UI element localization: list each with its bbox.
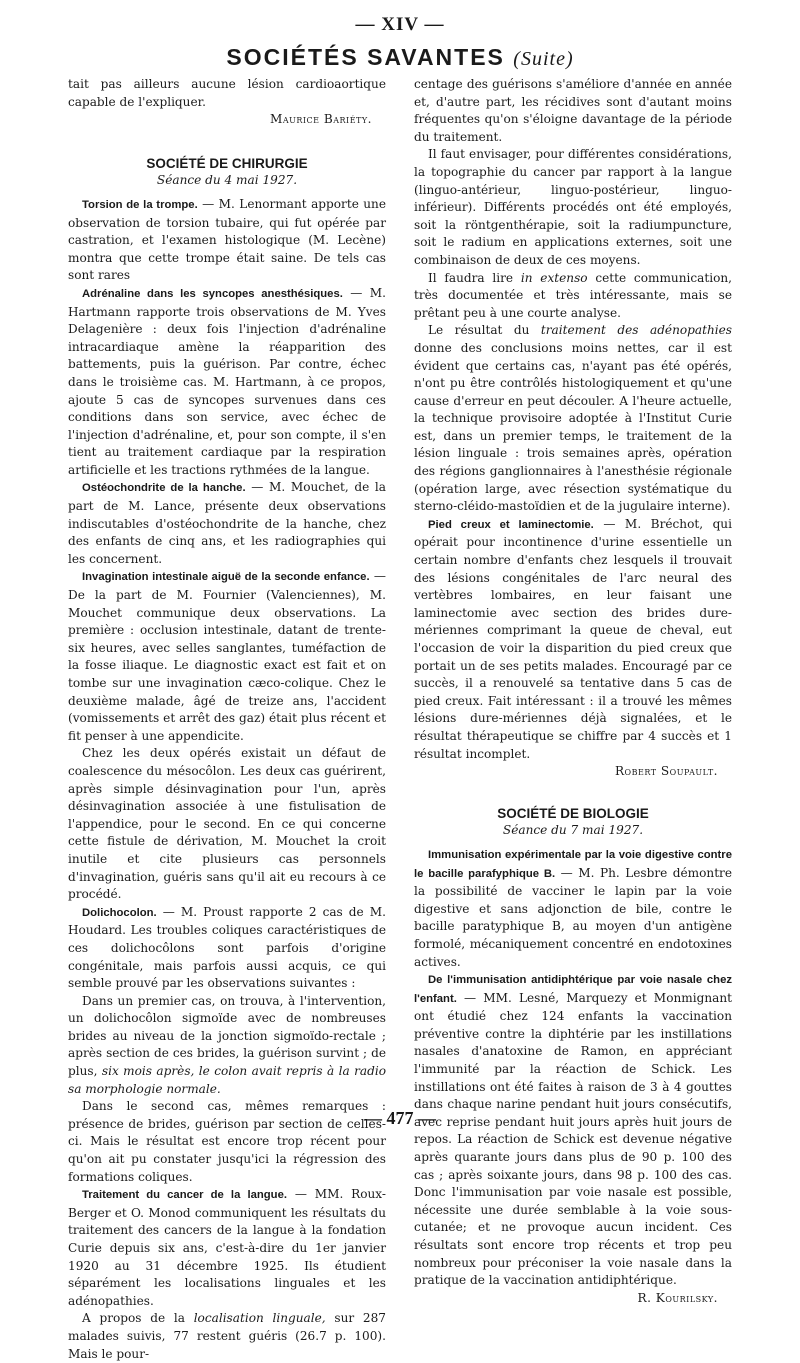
article-body: — M. Ph. Lesbre démontre la possibilité de vacciner le lapin par la voie digestive et sans adjonction de bile, contre le bacille paratyphique B, au moyen d'un antigène formolé, mécaniquement concentré en endotoxines actives. — [414, 865, 732, 969]
article-body: — M. Mouchet, de la part de M. Lance, présente deux observations indiscutables d'ostéochondrite de la hanche, chez des enfants de cinq ans, et les radiographies qui les concernent. — [68, 480, 386, 566]
article-body: — M. Hartmann rapporte trois observations de M. Yves Delagenière : deux fois l'injection d'adrénaline intracardiaque amène la réapparition des battements, puis la guérison. Par contre, échec dans le troisième cas. M. Hartmann, à ce propos, ajoute 5 cas de syncopes survenues dans ces conditions dans son service, avec échec de l'injection d'adrénaline, et, pour son compte, il s'en tient au traitement cardiaque par la respiration artificielle et les tractions rythmées de la langue. — [68, 285, 386, 477]
article-title: Immunisation expérimentale par la voie digestive contre le bacille parafyphique B. — [414, 848, 732, 880]
paragraph: Il faudra lire in extenso cette communication, très documentée et très intéressante, mais se prêtant peu à une courte analyse. — [414, 270, 732, 320]
running-title — [0, 44, 800, 71]
article — [68, 196, 386, 285]
roman-page-number: — XIV — — [355, 14, 445, 35]
paragraph: Il faut envisager, pour différentes considérations, la topographie du cancer par rapport à la langue (linguo-antérieur, linguo-postérieur, linguo-inférieur). Différents procédés ont été employés, soit la röntgenthérapie, soit la radiumpuncture, soit le radium en applications externes, soit une combinaison de deux de ces moyens. — [414, 147, 732, 267]
article-body: — M. Proust rapporte 2 cas de M. Houdard. Les troubles coliques caractéristiques de ces dolichocôlons sont parfois d'origine congénitale, mais parfois aussi acquis, ce qui semble prouvé par les observations suivantes : — [68, 904, 386, 991]
article-body: — MM. Lesné, Marquezy et Monmignant ont étudié chez 124 enfants la vaccination préventive contre la diphtérie par les instillations nasales d'anatoxine de Ramon, en appréciant l'immunité par la réaction de Schick. Les instillations ont été faites à raison de 3 à 4 gouttes dans chaque narine pendant huit jours consécutifs, avec reprise pendant huit jours après huit jours de repos. La réaction de Schick est devenue négative après quarante jours dans plus de 90 p. 100 des cas ; après soixante jours, dans 98 p. 100 des cas. Donc l'immunisation par voie nasale est possible, nécessite une durée semblable à la voie sous-cutanée; et ne provoque aucun incident. Ces résultats sont encore trop récents et trop peu nombreux pour préconiser la voie nasale dans la pratique de la vaccination antidiphtérique. — [414, 990, 732, 1288]
paragraph: centage des guérisons s'améliore d'année en année et, d'autre part, les récidives sont d'autant moins fréquentes qu'on s'éloigne davantage de la période du traitement. — [414, 77, 732, 144]
italic-text: six mois après, le colon avait repris à la radio sa morphologie normale. — [68, 1064, 386, 1096]
article — [68, 568, 386, 745]
article-title: Ostéochondrite de la hanche. — [82, 482, 246, 495]
paragraph: A propos de la localisation linguale, sur 287 malades suivis, 77 restent guéris (26.7 p. 100). Mais le pour- — [68, 1311, 386, 1361]
page-number: — 477 — — [364, 1108, 436, 1128]
section-heading-chirurgie: SOCIÉTÉ DE CHIRURGIE — [146, 155, 308, 171]
title-text: SOCIÉTÉS SAVANTES — [226, 44, 505, 70]
italic-text: in extenso — [520, 270, 588, 285]
article-title: Traitement du cancer de la langue. — [82, 1189, 287, 1202]
seance-date: Séance du 4 mai 1927. — [156, 173, 298, 188]
author-signature: R. Kourilsky. — [637, 1290, 718, 1305]
paragraph: Dans le second cas, mêmes remarques : présence de brides, guérison par section de celles-ci. Mais le résultat est encore trop récent pour qu'on ait pu constater jusqu'ici la régression des formations coliques. — [68, 1099, 386, 1184]
article-body: — M. Lenormant apporte une observation de torsion tubaire, qui fut opérée par castration, et l'examen histologique (M. Lecène) montra que cette trompe était saine. De tels cas sont rares — [68, 196, 386, 283]
author-signature: Robert Soupault. — [614, 764, 718, 779]
article — [68, 904, 386, 993]
article-body: — M. Bréchot, qui opérait pour incontinence d'urine essentielle un certain nombre d'enfants chez lesquels il trouvait des lésions congénitales de l'arc neural des vertèbres lombaires, en leur faisant une laminectomie avec section des brides dure-mériennes comprimant la queue de cheval, eut l'occasion de voir la disparition du pied creux que portait un de ses petits malades. Encouragé par ce succès, il a renouvelé sa tentative dans 5 cas de pied creux. Fait intéressant : il a trouvé les mêmes lésions dure-mériennes déjà signalées, et le résultat thérapeutique se chiffre par 4 succès et 1 résultat incomplet. — [414, 516, 732, 761]
article-body: — MM. Roux-Berger et O. Monod communiquent les résultats du traitement des cancers de la langue à la fondation Curie depuis six ans, c'est-à-dire du 1er janvier 1920 au 31 décembre 1925. Ils étudient séparément les localisations linguales et les adénopathies. — [68, 1187, 386, 1308]
article-title: Pied creux et laminectomie. — [428, 518, 594, 531]
article — [414, 971, 732, 1290]
left-column — [68, 76, 386, 1363]
article — [414, 516, 732, 763]
paragraph: Le résultat du traitement des adénopathies donne des conclusions moins nettes, car il est évident que certains cas, n'ayant pas été opérés, n'ont pu être contrôlés histologiquement et qu'une cause d'erreur en peut découler. A l'heure actuelle, la technique provisoire adoptée à l'Institut Curie est, dans un premier temps, le traitement de la lésion linguale : trois semaines après, opération des régions ganglionnaires à l'anesthésie régionale (opération large, avec résection systématique du sterno-cléido-mastoïdien et de la jugulaire interne). — [414, 323, 732, 514]
author-signature: Maurice Bariéty. — [269, 112, 372, 127]
paragraph: Dans un premier cas, on trouva, à l'intervention, un dolichocôlon sigmoïde avec de nombreuses brides au niveau de la jonction sigmoïdo-rectale ; après section de ces brides, la guérison survint ; de plus, six mois après, le colon avait repris à la radio sa morphologie normale. — [68, 993, 386, 1096]
article — [414, 846, 732, 971]
article-title: Torsion de la trompe. — [82, 198, 198, 211]
article-title: Adrénaline dans les syncopes anesthésiques. — [82, 287, 343, 300]
paragraph: tait pas ailleurs aucune lésion cardioaortique capable de l'expliquer. — [68, 77, 386, 109]
article-title: De l'immunisation antidiphtérique par voie nasale chez l'enfant. — [414, 974, 732, 1005]
article — [68, 1186, 386, 1310]
article-title: Dolichocolon. — [82, 906, 157, 919]
article-title: Invagination intestinale aiguë de la seconde enfance. — [82, 571, 370, 584]
article — [68, 479, 386, 568]
paragraph: Chez les deux opérés existait un défaut de coalescence du mésocôlon. Les deux cas guérirent, après simple désinvagination pour l'un, après désinvagination associée à une fistulisation de l'appendice, pour le second. En ce qui concerne cette fistule de dérivation, M. Mouchet la croit inutile et cite plusieurs cas personnels d'invagination, guéris sans qu'il ait eu recours à ce procédé. — [68, 746, 386, 902]
section-heading-biologie: SOCIÉTÉ DE BIOLOGIE — [497, 805, 649, 821]
italic-text: localisation linguale, — [193, 1311, 326, 1326]
title-suite: (Suite) — [513, 48, 574, 70]
seance-date: Séance du 7 mai 1927. — [502, 823, 644, 838]
italic-text: traitement des adénopathies — [540, 323, 732, 338]
article — [68, 285, 386, 480]
article-body: — De la part de M. Fournier (Valenciennes), M. Mouchet communique deux observations. La première : occlusion intestinale, datant de trente-six heures, avec selles sanglantes, tuméfaction de la fosse iliaque. Le diagnostic exact est fait et on tombe sur une invagination cæco-colique. Chez le deuxième malade, âgé de treize ans, l'accident (vomissements et arrêt des gaz) était plus récent et fit penser à une appendicite. — [68, 569, 386, 743]
